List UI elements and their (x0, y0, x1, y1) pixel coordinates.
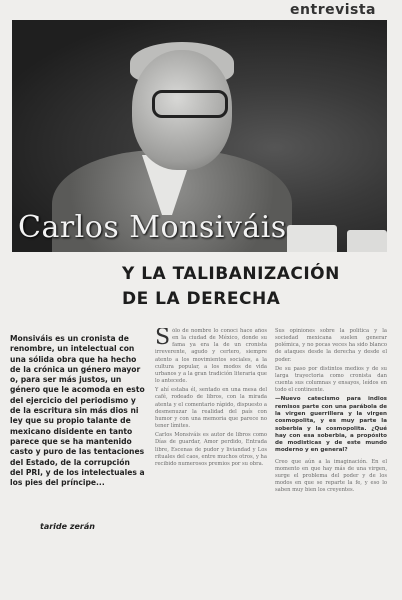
pull-quote: —Nuevo catecismo para indios remisos parte con una parábola de la virgen guerrillera y la virgen cosmopolita, y es muy parte la soberbia y la cosmopolita. ¿Qué hay con esa soberbia, a propósito de modisticas y de este mundo moderno y en general? (275, 396, 387, 454)
article-title-line-2: DE LA DERECHA (122, 289, 281, 309)
drop-cap: S (155, 328, 171, 350)
column-2-paragraph: Sus opiniones sobre la política y la sociedad mexicana suelen generar polémica, y no pocas veces ha sido blanco de ataques desde la derecha y desde el poder. (275, 328, 387, 363)
photo-figure-glasses (152, 90, 228, 118)
photo-cups-2 (347, 230, 387, 252)
section-label: entrevista (290, 2, 376, 18)
column-1-paragraph: Y ahí estaba él, sentado en una mesa del café, rodeado de libros, con la mirada atenta y el comentario rápido, dispuesto a desmenuzar la realidad del país con humor y con una memoria que parece no tener límites. (155, 387, 267, 430)
column-2-paragraph: De su paso por distintos medios y de su larga trayectoria como cronista dan cuenta sus columnas y ensayos, leídos en todo el continente. (275, 365, 387, 394)
column-1-paragraph: ólo de nombre lo conocí hace años en la ciudad de México, donde su fama ya era la de un cronista irreverente, agudo y certero, siempre atento a los movimientos sociales, a la cultura popular, a los modos de vida urbanos y a la gran tradición literaria que lo antecede. (155, 328, 267, 385)
article-author: taride zerán (40, 522, 95, 531)
article-column-1 (155, 328, 267, 590)
column-1-paragraph: Carlos Monsiváis es autor de libros como Días de guardar, Amor perdido, Entrada libre, Escenas de pudor y liviandad y Los rituales del caos, entre muchos otros, y ha recibido numerosos premios por su obra. (155, 432, 267, 467)
section-header (0, 0, 402, 22)
photo-cups (287, 225, 337, 252)
article-column-2 (275, 328, 387, 590)
article-title-line-1: Y LA TALIBANIZACIÓN (122, 264, 340, 284)
photo-name-overlay: Carlos Monsiváis (18, 210, 287, 245)
article-title (122, 262, 390, 312)
column-2-paragraph: Creo que aún a la imaginación. En el momento en que hay más de una virgen, surge el problema del poder y de los modos en que se reparte la fe, y eso lo saben muy bien los creyentes. (275, 458, 387, 494)
article-intro: Monsiváis es un cronista de renombre, un intelectual con una sólida obra que ha hecho de la crónica un género mayor o, para ser más justos, un género que le acomoda en esto del ejercicio del periodismo y de la escritura sin más dios ni ley que su propio talante de mexicano disidente en tanto parece que se ha mantenido casto y puro de las tentaciones del Estado, de la corrupción del PRI, y de los intelectuales a los pies del príncipe... (10, 334, 145, 488)
